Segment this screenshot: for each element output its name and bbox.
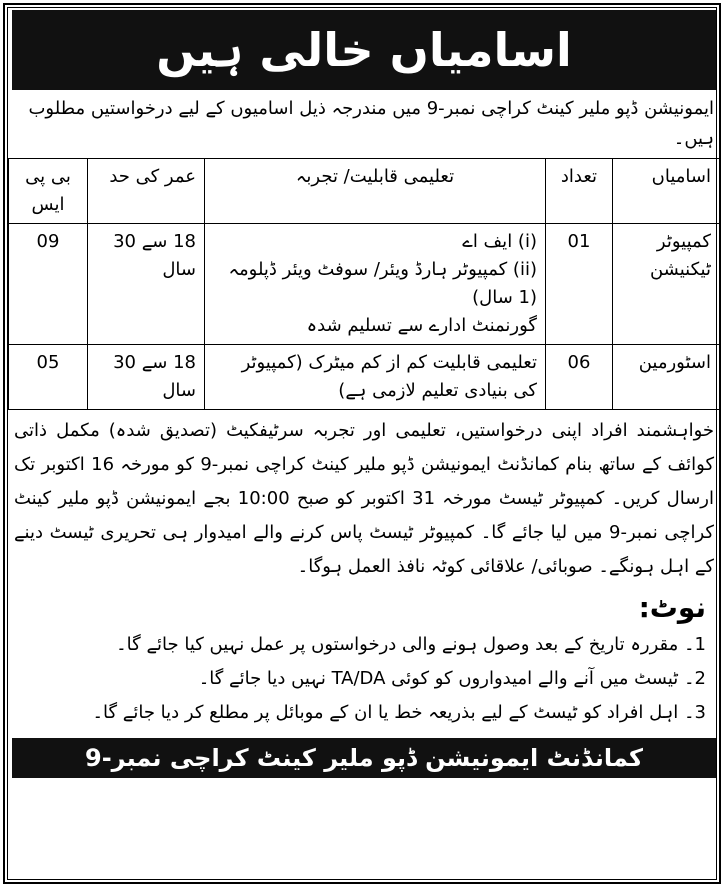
header-bps: بی پی ایس (9, 159, 88, 224)
notes-list (8, 628, 720, 730)
footer-signature: کمانڈنٹ ایمونیشن ڈپو ملیر کینٹ کراچی نمبر-9 (85, 744, 643, 772)
cell-count: 01 (546, 224, 613, 345)
cell-age: 18 سے 30 سال (88, 345, 205, 410)
cell-bps: 05 (9, 345, 88, 410)
headline-banner (12, 10, 716, 90)
qualification-line: گورنمنٹ ادارے سے تسلیم شدہ (306, 315, 537, 336)
header-count: تعداد (546, 159, 613, 224)
header-post: اسامیاں (613, 159, 720, 224)
footer-banner (12, 738, 716, 778)
cell-post: کمپیوٹر ٹیکنیشن (613, 224, 720, 345)
cell-post: اسٹورمین (613, 345, 720, 410)
table-header-row (9, 159, 720, 224)
note-item: 3۔ اہل افراد کو ٹیسٹ کے لیے بذریعہ خط یا ان کے موبائل پر مطلع کر دیا جائے گا۔ (92, 702, 706, 723)
table-row (9, 345, 720, 410)
header-qualification: تعلیمی قابلیت/ تجربہ (205, 159, 546, 224)
cell-qualification (205, 345, 546, 410)
note-heading: نوٹ: (638, 591, 706, 624)
intro-text: ایمونیشن ڈپو ملیر کینٹ کراچی نمبر-9 میں مندرجہ ذیل اسامیوں کے لیے درخواستیں مطلوب ہیں۔ (28, 98, 714, 149)
instructions-paragraph: خواہشمند افراد اپنی درخواستیں، تعلیمی اور تجربہ سرٹیفکیٹ (تصدیق شدہ) مکمل ذاتی کوائف کے ساتھ بنام کمانڈنٹ ایمونیشن ڈپو ملیر کینٹ کراچی نمبر-9 کو مورخہ 16 اکتوبر تک ارسال کریں۔ کمپیوٹر ٹیسٹ مورخہ 31 اکتوبر کو صبح 10:00 بجے ایمونیشن ڈپو ملیر کینٹ کراچی نمبر-9 میں لیا جائے گا۔ کمپیوٹر ٹیسٹ پاس کرنے والے امیدوار ہی تحریری ٹیسٹ دینے کے اہل ہونگے۔ صوبائی/ علاقائی کوٹہ نافذ العمل ہوگا۔ (14, 420, 715, 577)
cell-bps: 09 (9, 224, 88, 345)
cell-qualification (205, 224, 546, 345)
qualification-line: (i) ایف اے (462, 231, 537, 252)
note-item: 2۔ ٹیسٹ میں آنے والے امیدواروں کو کوئی TA/DA نہیں دیا جائے گا۔ (198, 668, 706, 689)
cell-count: 06 (546, 345, 613, 410)
qualification-line: (ii) کمپیوٹر ہارڈ ویئر/ سوفٹ ویئر ڈپلومہ (1 سال) (228, 259, 537, 308)
qualification-line: تعلیمی قابلیت کم از کم میٹرک (کمپیوٹر کی بنیادی تعلیم لازمی ہے) (241, 352, 537, 401)
vacancies-table (8, 158, 720, 410)
table-row (9, 224, 720, 345)
headline: اسامیاں خالی ہیں (156, 23, 572, 77)
note-item: 1۔ مقررہ تاریخ کے بعد وصول ہونے والی درخواستوں پر عمل نہیں کیا جائے گا۔ (116, 634, 706, 655)
header-age: عمر کی حد (88, 159, 205, 224)
cell-age: 18 سے 30 سال (88, 224, 205, 345)
